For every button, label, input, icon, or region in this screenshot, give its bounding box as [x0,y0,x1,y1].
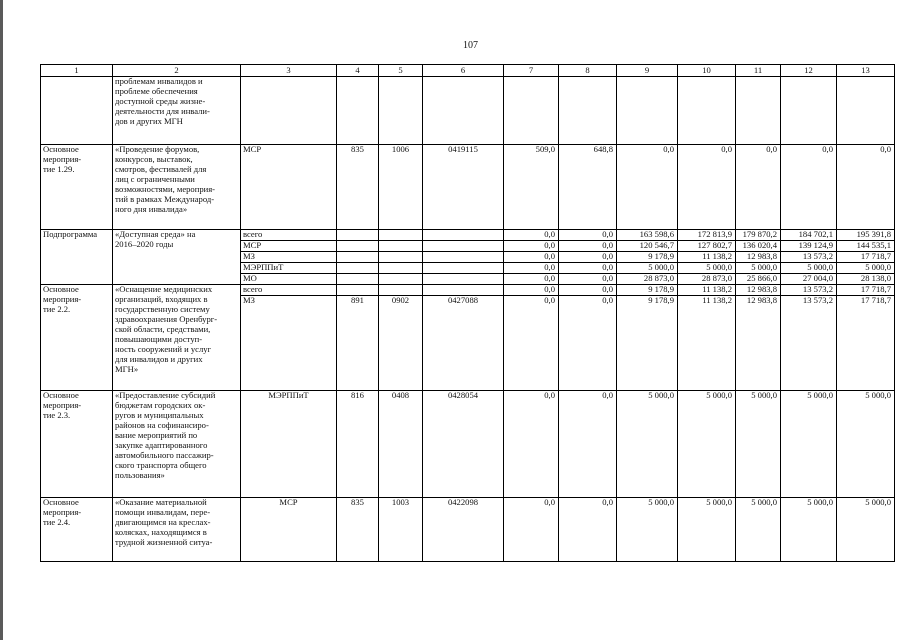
value-cell: 12 983,8 [736,252,781,263]
page-number: 107 [463,40,478,51]
value-cell: 12 983,8 [736,296,781,391]
value-cell: 17 718,7 [837,252,895,263]
code-cell: 835 [337,498,379,562]
value-cell: 144 535,1 [837,241,895,252]
value-cell: 0,0 [504,263,559,274]
value-cell: 179 870,2 [736,230,781,241]
executor-cell: МО [241,274,337,285]
code-cell: 1003 [379,498,423,562]
executor-cell: МЗ [241,296,337,391]
value-cell: 25 866,0 [736,274,781,285]
code-cell: 0428054 [423,391,504,498]
value-cell: 28 873,0 [678,274,736,285]
code-cell: 816 [337,391,379,498]
value-cell: 0,0 [559,285,617,296]
col-header-5: 5 [379,65,423,77]
value-cell: 136 020,4 [736,241,781,252]
col-header-7: 7 [504,65,559,77]
description-cell: «Оснащение медицинских организаций, входящих в государственную систему здравоохранения Оренбург- ской области, средствами, повышающими доступ- ность сооружений и услуг для инвалидов и других МГН» [113,285,241,391]
value-cell: 17 718,7 [837,296,895,391]
code-cell: 0422098 [423,498,504,562]
value-cell: 127 802,7 [678,241,736,252]
value-cell: 5 000,0 [781,263,837,274]
description-cell: «Проведение форумов, конкурсов, выставок, смотров, фестивалей для лиц с ограниченными возможностями, мероприя- тий в рамках Международ- ного дня инвалида» [113,145,241,230]
value-cell: 9 178,9 [617,252,678,263]
col-header-6: 6 [423,65,504,77]
value-cell: 0,0 [559,391,617,498]
value-cell: 5 000,0 [617,498,678,562]
value-cell: 11 138,2 [678,285,736,296]
code-cell: 1006 [379,145,423,230]
table-row-subprogram-total [41,230,895,241]
description-cell: «Предоставление субсидий бюджетам городских ок- ругов и муниципальных районов на софинансиро- вание мероприятий по закупке адаптированного автомобильного пассажир- ского транспорта общего пользования» [113,391,241,498]
executor-cell: всего [241,285,337,296]
code-cell: 0408 [379,391,423,498]
value-cell: 27 004,0 [781,274,837,285]
value-cell: 5 000,0 [781,498,837,562]
col-header-8: 8 [559,65,617,77]
value-cell: 0,0 [678,145,736,230]
value-cell: 28 873,0 [617,274,678,285]
executor-cell: МЭРППиТ [241,391,337,498]
value-cell: 5 000,0 [617,263,678,274]
value-cell: 0,0 [559,252,617,263]
value-cell: 5 000,0 [837,263,895,274]
col-header-2: 2 [113,65,241,77]
col-header-9: 9 [617,65,678,77]
executor-cell: МЗ [241,252,337,263]
value-cell: 0,0 [559,241,617,252]
value-cell: 120 546,7 [617,241,678,252]
value-cell: 139 124,9 [781,241,837,252]
executor-cell: МСР [241,498,337,562]
value-cell: 0,0 [504,498,559,562]
budget-table [40,64,895,562]
value-cell: 0,0 [504,241,559,252]
executor-cell: всего [241,230,337,241]
value-cell: 5 000,0 [678,391,736,498]
value-cell: 0,0 [559,263,617,274]
value-cell: 509,0 [504,145,559,230]
value-cell: 12 983,8 [736,285,781,296]
value-cell: 0,0 [504,296,559,391]
value-cell: 172 813,9 [678,230,736,241]
value-cell: 13 573,2 [781,296,837,391]
description-cell: «Оказание материальной помощи инвалидам, пере- двигающимся на креслах- колясках, находящимся в трудной жизненной ситуа- [113,498,241,562]
description-cell: проблемам инвалидов и проблеме обеспечения доступной среды жизне- деятельности для инвали- дов и других МГН [113,77,241,145]
value-cell: 13 573,2 [781,285,837,296]
value-cell: 0,0 [781,145,837,230]
measure-label: Основное мероприя- тие 1.29. [41,145,113,230]
value-cell: 11 138,2 [678,252,736,263]
value-cell: 0,0 [559,296,617,391]
value-cell: 5 000,0 [781,391,837,498]
col-header-13: 13 [837,65,895,77]
value-cell: 163 598,6 [617,230,678,241]
executor-cell: МСР [241,145,337,230]
table-row-continuation [41,77,895,145]
value-cell: 5 000,0 [736,498,781,562]
value-cell: 0,0 [559,274,617,285]
col-header-4: 4 [337,65,379,77]
col-header-11: 11 [736,65,781,77]
value-cell: 5 000,0 [678,498,736,562]
value-cell: 17 718,7 [837,285,895,296]
col-header-3: 3 [241,65,337,77]
value-cell: 13 573,2 [781,252,837,263]
value-cell: 184 702,1 [781,230,837,241]
scan-edge-shadow [0,0,3,640]
value-cell: 5 000,0 [736,263,781,274]
value-cell: 5 000,0 [678,263,736,274]
description-cell: «Доступная среда» на 2016–2020 годы [113,230,241,285]
table-row-measure-1-29 [41,145,895,230]
value-cell: 5 000,0 [837,391,895,498]
value-cell: 5 000,0 [837,498,895,562]
value-cell: 0,0 [504,252,559,263]
value-cell: 0,0 [504,391,559,498]
value-cell: 5 000,0 [736,391,781,498]
value-cell: 648,8 [559,145,617,230]
value-cell: 9 178,9 [617,285,678,296]
executor-cell: МЭРППиТ [241,263,337,274]
measure-label: Основное мероприя- тие 2.2. [41,285,113,391]
column-number-row [41,65,895,77]
code-cell: 835 [337,145,379,230]
value-cell: 0,0 [559,230,617,241]
value-cell: 9 178,9 [617,296,678,391]
col-header-10: 10 [678,65,736,77]
col-header-12: 12 [781,65,837,77]
value-cell: 195 391,8 [837,230,895,241]
measure-label: Основное мероприя- тие 2.3. [41,391,113,498]
code-cell: 0902 [379,296,423,391]
value-cell: 0,0 [504,274,559,285]
value-cell: 28 138,0 [837,274,895,285]
value-cell: 0,0 [837,145,895,230]
value-cell: 0,0 [559,498,617,562]
value-cell: 5 000,0 [617,391,678,498]
code-cell: 0419115 [423,145,504,230]
measure-label: Основное мероприя- тие 2.4. [41,498,113,562]
value-cell: 0,0 [504,230,559,241]
subprogram-label: Подпрограмма [41,230,113,285]
table-row-measure-2-2-total [41,285,895,296]
value-cell: 0,0 [504,285,559,296]
value-cell: 0,0 [617,145,678,230]
value-cell: 11 138,2 [678,296,736,391]
executor-cell: МСР [241,241,337,252]
table-row-measure-2-3 [41,391,895,498]
code-cell: 0427088 [423,296,504,391]
value-cell: 0,0 [736,145,781,230]
col-header-1: 1 [41,65,113,77]
table-row-measure-2-4 [41,498,895,562]
code-cell: 891 [337,296,379,391]
